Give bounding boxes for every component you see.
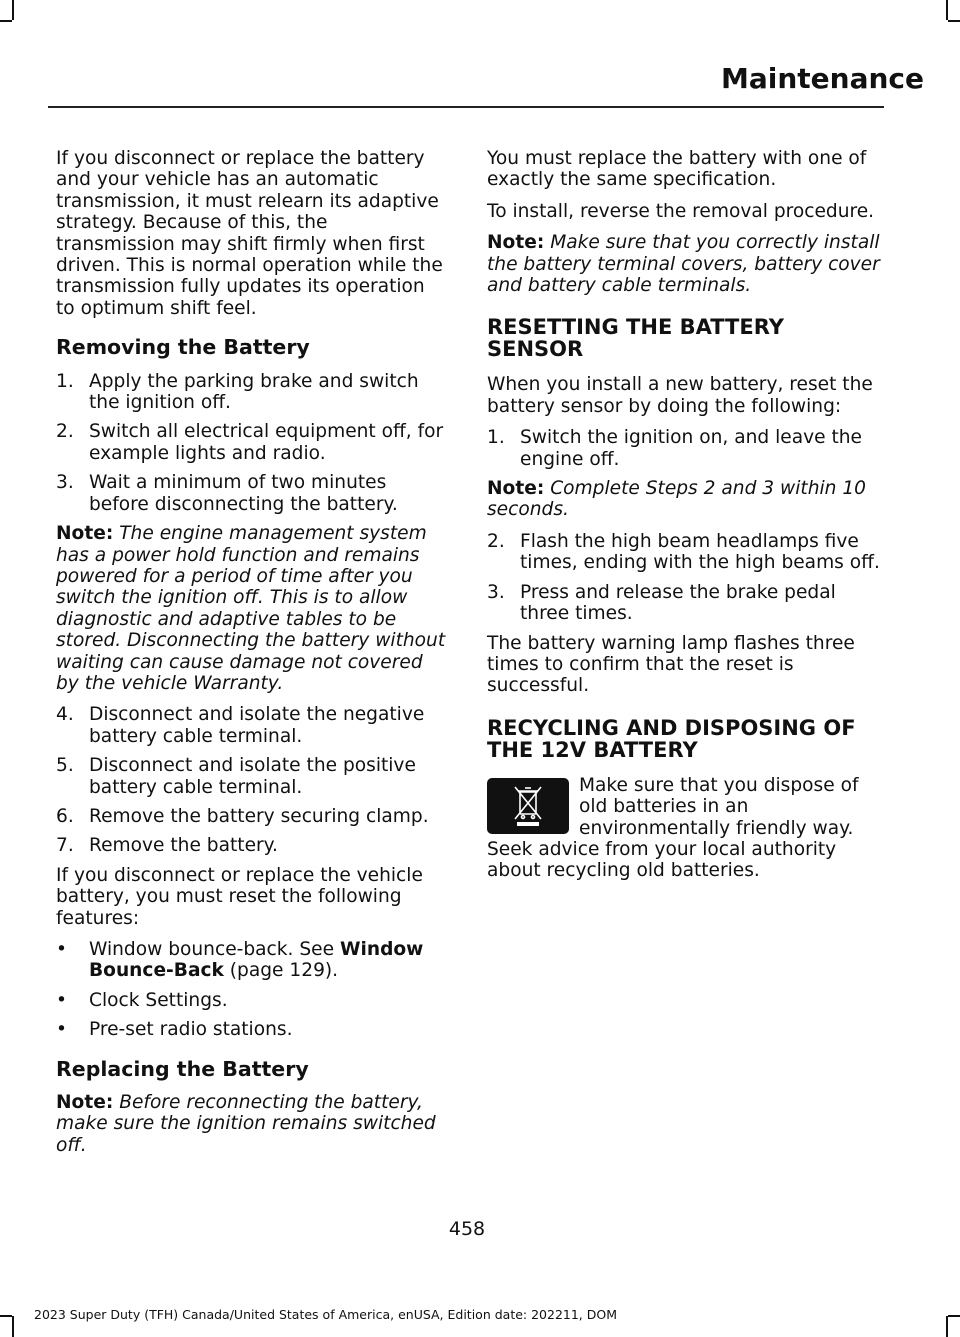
recycle-text: Make sure that you dispose of old batteries in an environmentally friendly way. Seek advice from your local authority about recycling old batteries.: [487, 774, 859, 882]
removal-steps-a: [56, 371, 448, 515]
sensor-intro: When you install a new battery, reset the battery sensor by doing the following:: [487, 374, 873, 417]
crop-mark: [946, 0, 948, 20]
crop-mark: [0, 20, 12, 22]
bullet-symbol: •: [56, 989, 67, 1011]
list-item: [56, 472, 448, 515]
list-item: [56, 755, 448, 798]
intro-paragraph: If you disconnect or replace the battery and your vehicle has an automatic transmission, it must relearn its adaptive strategy. Because of this, the transmission may shift firmly when first driven. This is normal operation while the transmission fully updates its operation to optimum shift feel.: [56, 148, 443, 319]
bullet-symbol: •: [56, 939, 67, 960]
step-text: Switch the ignition on, and leave the engine off.: [520, 427, 862, 470]
removing-heading: Removing the Battery: [56, 335, 310, 360]
step-text: Apply the parking brake and switch the ignition off.: [89, 370, 419, 414]
note-terminal-covers: [487, 232, 881, 296]
crossed-out-bin-icon-graphic: [511, 784, 545, 828]
note-reconnecting: [56, 1092, 448, 1156]
crop-mark: [0, 1315, 12, 1317]
step-number: 5.: [56, 755, 74, 777]
page-title-text: Maintenance: [720, 62, 924, 95]
warning-lamp-paragraph: The battery warning lamp flashes three times to confirm that the reset is successful.: [487, 632, 855, 697]
install-paragraph: To install, reverse the removal procedure.: [487, 200, 875, 222]
crop-mark: [948, 20, 960, 22]
note-label: Note:: [487, 232, 545, 254]
step-number: 3.: [487, 581, 505, 603]
crop-mark: [946, 1316, 948, 1337]
step-number: 4.: [56, 704, 74, 726]
sensor-heading: RESETTING THE BATTERY SENSOR: [487, 315, 784, 362]
step-text: Press and release the brake pedal three times.: [520, 581, 836, 625]
note-label: Note:: [487, 478, 545, 500]
note-text: Before reconnecting the battery, make sure the ignition remains switched off.: [56, 1092, 436, 1156]
bullet-text: Clock Settings.: [89, 989, 228, 1011]
bullet-text-part: Window bounce-back. See: [89, 939, 340, 960]
step-number: 1.: [487, 427, 505, 449]
step-number: 2.: [56, 421, 74, 443]
page-title: [0, 62, 924, 95]
crossed-out-bin-icon: [487, 778, 569, 834]
specification-paragraph: You must replace the battery with one of exactly the same specification.: [487, 148, 867, 191]
page-reference: (page 129).: [223, 960, 339, 982]
step-text: Wait a minimum of two minutes before disconnecting the battery.: [89, 472, 398, 515]
step-text: Remove the battery.: [89, 835, 278, 857]
reset-intro: If you disconnect or replace the vehicle battery, you must reset the following features:: [56, 864, 423, 929]
note-label: Note:: [56, 523, 114, 545]
note-text: The engine management system has a power hold function and remains powered for a period of time after you switch the ignition off. This is to allow diagnostic and adaptive tables to be stored. Disconnecting the battery without waiting can cause damage not covered by the vehicle Warranty.: [56, 523, 446, 694]
step-number: 6.: [56, 805, 74, 827]
bullet-item: [56, 939, 448, 982]
crop-mark: [948, 1315, 960, 1317]
list-item: [487, 427, 881, 470]
step-number: 7.: [56, 835, 74, 857]
crop-mark: [12, 0, 14, 20]
note-text: Complete Steps 2 and 3 within 10 seconds.: [487, 478, 866, 521]
recycle-heading: RECYCLING AND DISPOSING OF THE 12V BATTERY: [487, 715, 856, 762]
bullet-text: [89, 939, 448, 982]
note-power-hold: [56, 523, 448, 694]
removal-steps-b: [56, 704, 448, 856]
footer-edition: 2023 Super Duty (TFH) Canada/United States of America, enUSA, Edition date: 202211, DOM: [34, 1307, 618, 1322]
header-rule: [48, 106, 884, 108]
list-item: [56, 421, 448, 464]
recycle-block: [487, 775, 881, 882]
left-column: [56, 148, 448, 1166]
step-number: 2.: [487, 530, 505, 552]
bullet-symbol: •: [56, 1019, 67, 1041]
step-text: Disconnect and isolate the positive battery cable terminal.: [89, 755, 416, 798]
page-number: 458: [448, 1218, 486, 1240]
step-text: Switch all electrical equipment off, for example lights and radio.: [89, 421, 444, 464]
cross-reference-link[interactable]: Window Bounce-Back: [89, 939, 424, 982]
list-item: [487, 582, 881, 625]
bullet-text: Pre-set radio stations.: [89, 1019, 293, 1041]
list-item: [56, 835, 448, 856]
note-within-seconds: [487, 478, 881, 521]
list-item: [56, 806, 448, 827]
list-item: [56, 371, 448, 414]
step-text: Remove the battery securing clamp.: [89, 805, 429, 827]
replacing-heading: Replacing the Battery: [56, 1056, 309, 1081]
note-label: Note:: [56, 1092, 114, 1114]
bullet-item: [56, 990, 448, 1011]
bullet-item: [56, 1019, 448, 1040]
right-column: [487, 148, 881, 882]
crop-mark: [12, 1316, 14, 1337]
step-number: 1.: [56, 370, 74, 392]
list-item: [487, 531, 881, 574]
step-number: 3.: [56, 472, 74, 494]
note-text: Make sure that you correctly install the battery terminal covers, battery cover and battery cable terminals.: [487, 232, 880, 297]
list-item: [56, 704, 448, 747]
step-text: Disconnect and isolate the negative battery cable terminal.: [89, 704, 425, 747]
step-text: Flash the high beam headlamps five times, ending with the high beams off.: [520, 530, 880, 574]
